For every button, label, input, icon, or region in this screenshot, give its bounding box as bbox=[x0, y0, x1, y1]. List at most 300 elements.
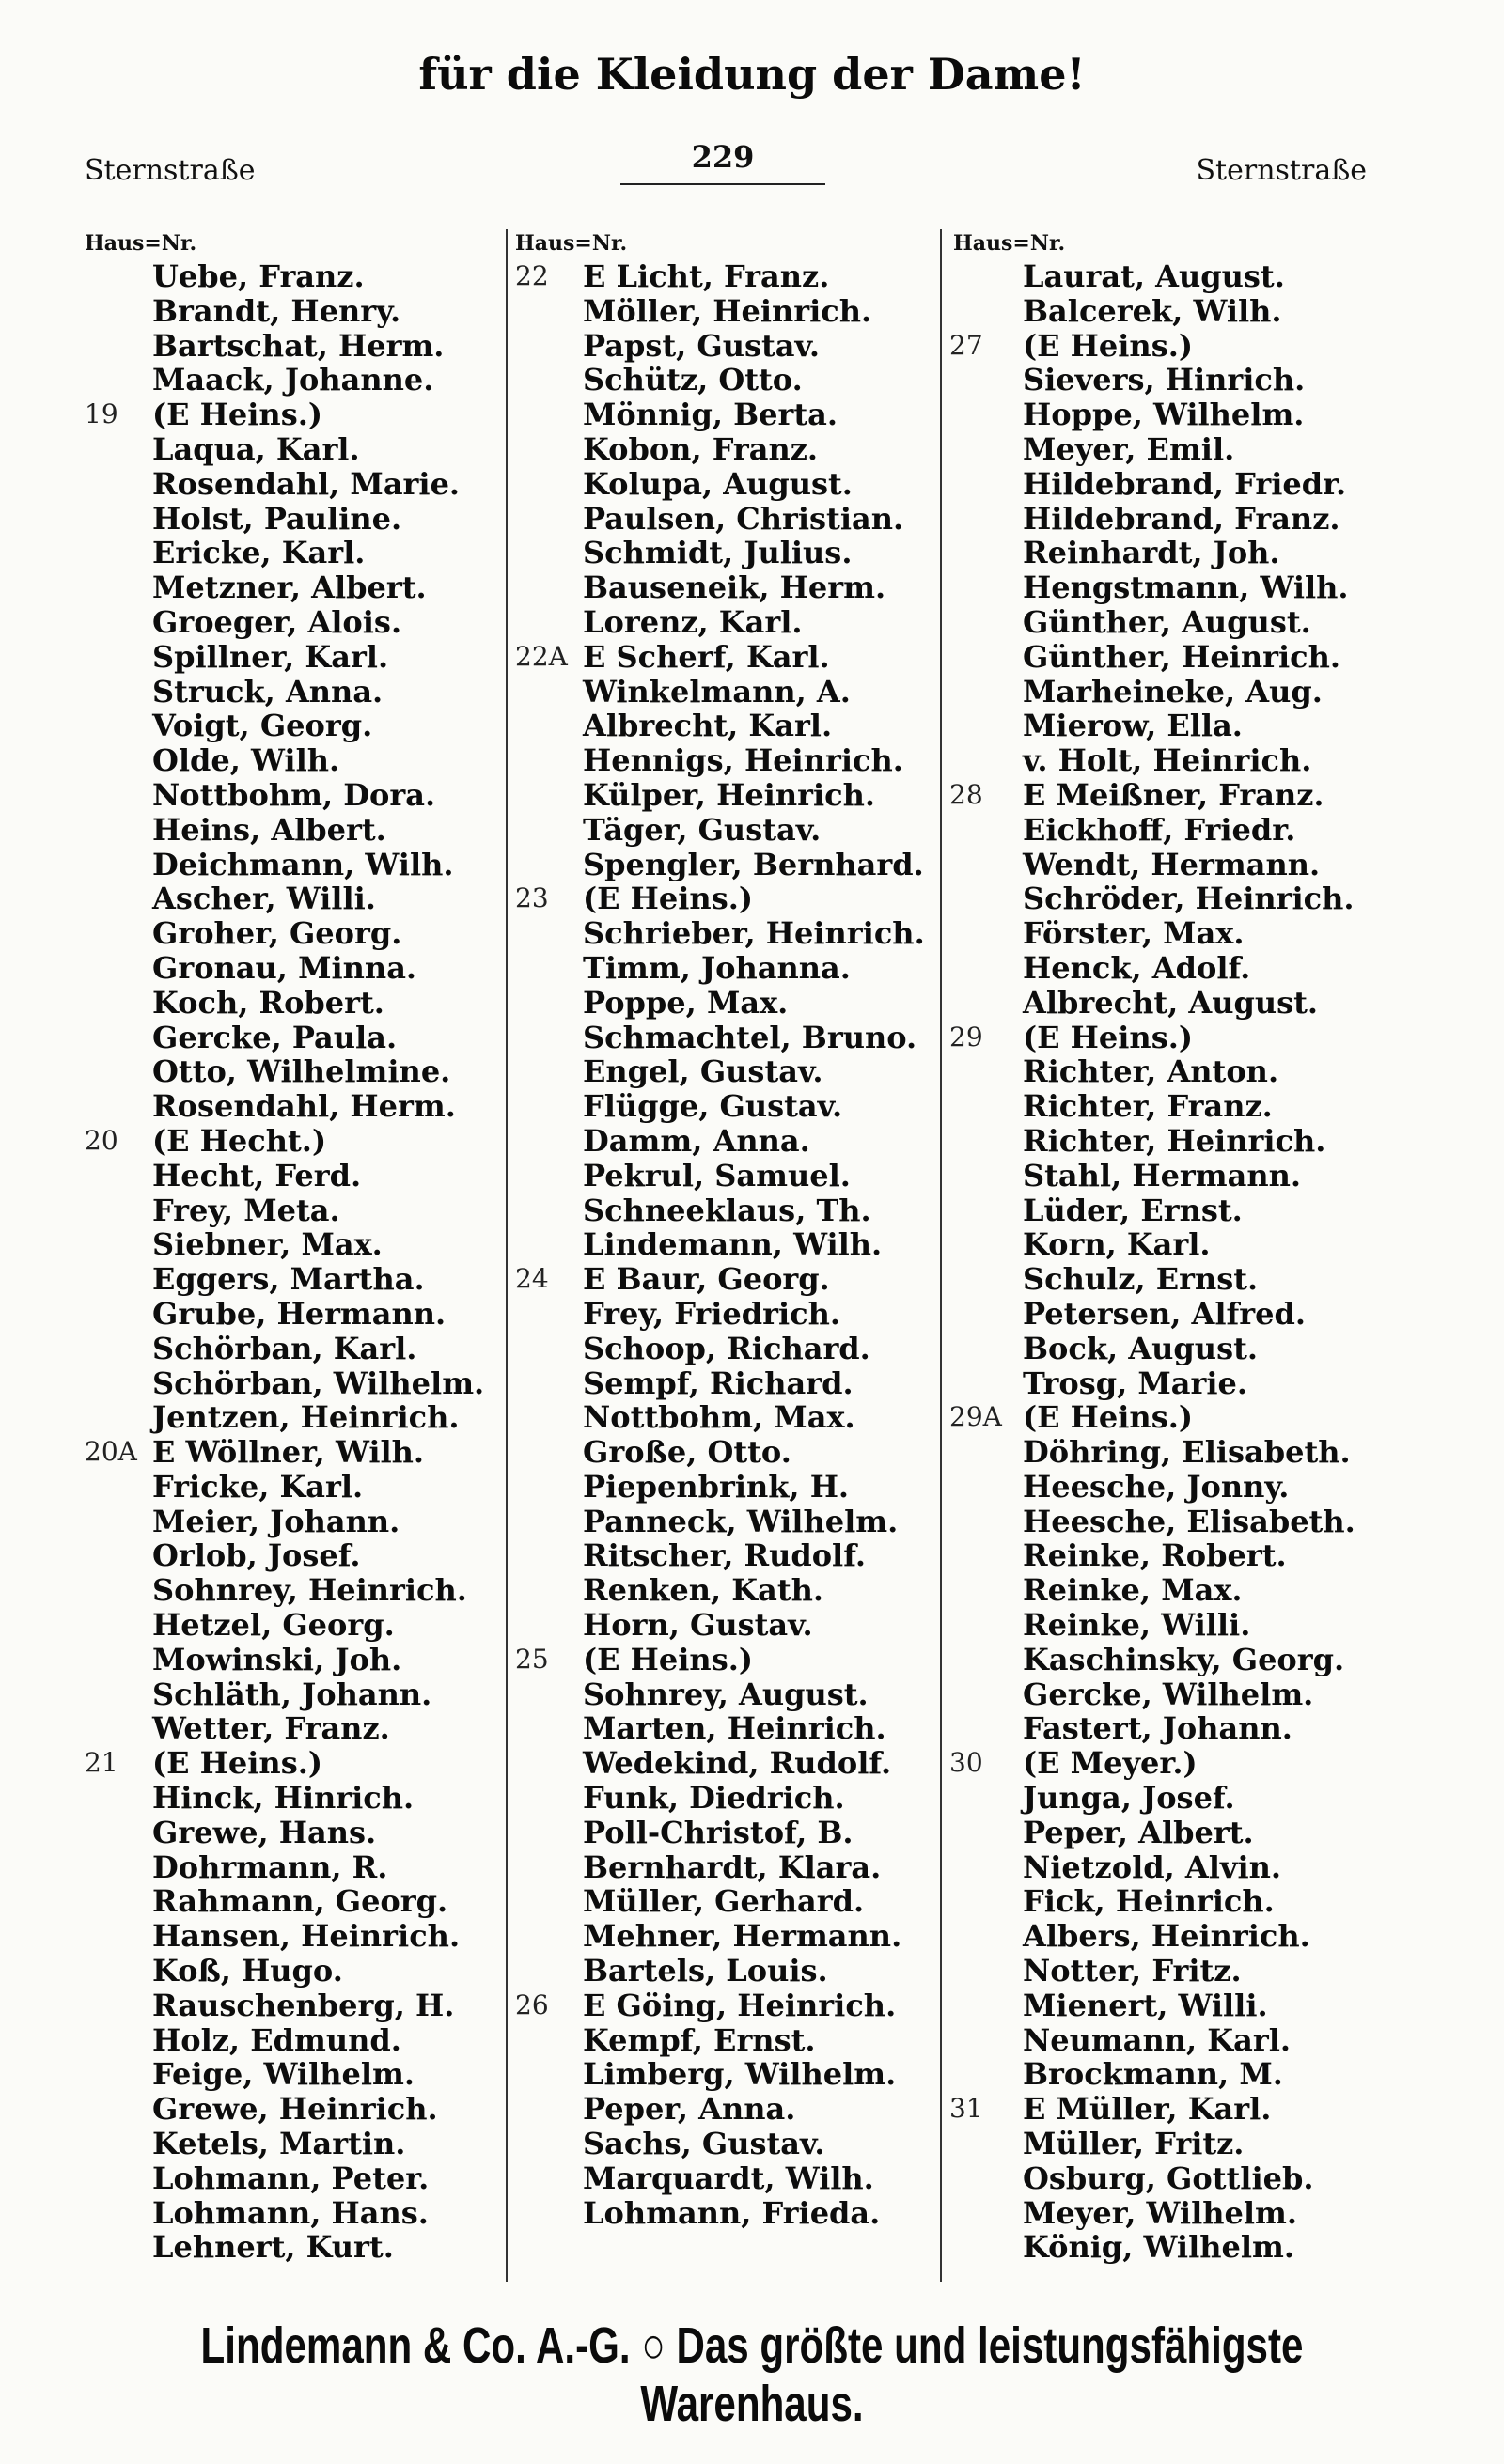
resident-name: Große, Otto. bbox=[583, 1434, 791, 1471]
house-number bbox=[515, 536, 583, 570]
house-number bbox=[949, 1193, 1023, 1228]
directory-entry bbox=[515, 1643, 940, 1677]
resident-name: Peper, Anna. bbox=[583, 2091, 796, 2128]
house-number bbox=[515, 1919, 583, 1954]
directory-entry bbox=[949, 1505, 1401, 1539]
directory-entry bbox=[515, 1781, 940, 1816]
house-number bbox=[949, 1227, 1023, 1262]
house-number: 20A bbox=[85, 1436, 137, 1468]
directory-entry bbox=[515, 398, 940, 432]
resident-name: Albers, Heinrich. bbox=[1023, 1918, 1310, 1955]
directory-entry bbox=[949, 916, 1401, 951]
directory-entry bbox=[515, 536, 940, 570]
directory-entry bbox=[515, 986, 940, 1021]
resident-name: E Wöllner, Wilh. bbox=[152, 1434, 425, 1471]
house-number bbox=[949, 1332, 1023, 1366]
resident-name: (E Heins.) bbox=[1023, 327, 1193, 364]
resident-name: Lohmann, Frieda. bbox=[583, 2194, 881, 2231]
house-number bbox=[85, 1297, 152, 1332]
house-number bbox=[949, 1262, 1023, 1297]
resident-name: Reinke, Willi. bbox=[1023, 1607, 1251, 1644]
resident-name: Meier, Johann. bbox=[152, 1503, 400, 1539]
directory-entry bbox=[515, 848, 940, 882]
house-number bbox=[85, 1919, 152, 1954]
house-number bbox=[949, 398, 1023, 432]
house-number bbox=[85, 1366, 152, 1401]
directory-entry bbox=[85, 1297, 498, 1332]
directory-entry bbox=[85, 743, 498, 778]
house-number bbox=[515, 1470, 583, 1505]
resident-name: Orlob, Josef. bbox=[152, 1537, 361, 1574]
resident-name: Maack, Johanne. bbox=[152, 362, 434, 398]
resident-name: Sievers, Hinrich. bbox=[1023, 362, 1306, 398]
resident-name: Reinke, Max. bbox=[1023, 1572, 1243, 1609]
directory-entry bbox=[85, 432, 498, 467]
directory-entry bbox=[949, 1573, 1401, 1608]
directory-entry bbox=[949, 294, 1401, 329]
resident-name: Otto, Wilhelmine. bbox=[152, 1053, 451, 1090]
house-number bbox=[515, 1884, 583, 1919]
house-number bbox=[85, 1954, 152, 1988]
directory-entry bbox=[949, 1159, 1401, 1193]
directory-entry bbox=[85, 1435, 498, 1470]
house-number bbox=[515, 848, 583, 882]
house-number bbox=[85, 605, 152, 640]
directory-entry bbox=[515, 502, 940, 537]
directory-entry bbox=[949, 743, 1401, 778]
resident-name: Funk, Diedrich. bbox=[583, 1780, 845, 1817]
directory-entry bbox=[515, 1919, 940, 1954]
resident-name: Trosg, Marie. bbox=[1023, 1365, 1248, 1401]
directory-entry bbox=[949, 1021, 1401, 1055]
house-number bbox=[949, 1505, 1023, 1539]
directory-entry bbox=[949, 1089, 1401, 1124]
resident-name: E Licht, Franz. bbox=[583, 258, 830, 294]
directory-entry bbox=[85, 675, 498, 710]
house-number bbox=[85, 916, 152, 951]
resident-name: Richter, Anton. bbox=[1023, 1053, 1279, 1090]
house-number bbox=[85, 2196, 152, 2231]
resident-name: Albrecht, August. bbox=[1023, 984, 1319, 1021]
directory-entry bbox=[85, 2092, 498, 2127]
directory-entry bbox=[949, 432, 1401, 467]
directory-entry bbox=[85, 1227, 498, 1262]
directory-entry bbox=[515, 1505, 940, 1539]
resident-name: Eggers, Martha. bbox=[152, 1261, 425, 1298]
column-header: Haus=Nr. bbox=[515, 231, 628, 256]
house-number bbox=[515, 1538, 583, 1573]
resident-name: Ketels, Martin. bbox=[152, 2126, 406, 2162]
house-number bbox=[515, 1435, 583, 1470]
resident-name: Nottbohm, Max. bbox=[583, 1399, 855, 1436]
house-number bbox=[949, 1643, 1023, 1677]
resident-name: Koch, Robert. bbox=[152, 984, 384, 1021]
house-number bbox=[949, 1159, 1023, 1193]
directory-entry bbox=[949, 1470, 1401, 1505]
resident-name: (E Heins.) bbox=[583, 1641, 753, 1677]
house-number bbox=[85, 2023, 152, 2058]
resident-name: Nottbohm, Dora. bbox=[152, 776, 436, 813]
directory-entry bbox=[85, 709, 498, 743]
directory-entry bbox=[949, 1332, 1401, 1366]
resident-name: Hildebrand, Friedr. bbox=[1023, 465, 1347, 502]
house-number bbox=[515, 1505, 583, 1539]
directory-entry bbox=[515, 1816, 940, 1850]
house-number bbox=[515, 432, 583, 467]
house-number bbox=[515, 467, 583, 502]
directory-entry bbox=[85, 1021, 498, 1055]
house-number bbox=[85, 1608, 152, 1643]
house-number bbox=[949, 1919, 1023, 1954]
house-number bbox=[515, 2161, 583, 2196]
house-number bbox=[515, 743, 583, 778]
house-number bbox=[949, 2127, 1023, 2161]
directory-entry bbox=[85, 605, 498, 640]
house-number bbox=[515, 1193, 583, 1228]
house-number bbox=[949, 1816, 1023, 1850]
house-number bbox=[85, 1538, 152, 1573]
directory-entry bbox=[85, 1608, 498, 1643]
directory-entry bbox=[949, 1538, 1401, 1573]
resident-name: Siebner, Max. bbox=[152, 1226, 383, 1263]
directory-entry bbox=[515, 1435, 940, 1470]
resident-name: E Baur, Georg. bbox=[583, 1261, 830, 1298]
resident-name: Möller, Heinrich. bbox=[583, 292, 872, 329]
house-number bbox=[949, 294, 1023, 329]
resident-name: Sachs, Gustav. bbox=[583, 2126, 825, 2162]
house-number bbox=[85, 294, 152, 329]
directory-entry bbox=[85, 778, 498, 813]
directory-entry bbox=[949, 1677, 1401, 1712]
house-number bbox=[515, 1781, 583, 1816]
resident-name: Meyer, Emil. bbox=[1023, 430, 1235, 467]
directory-entry bbox=[85, 1366, 498, 1401]
house-number bbox=[949, 1781, 1023, 1816]
directory-entry bbox=[949, 1262, 1401, 1297]
house-number bbox=[515, 294, 583, 329]
directory-entry bbox=[85, 2057, 498, 2092]
house-number bbox=[85, 2092, 152, 2127]
house-number: 23 bbox=[515, 882, 549, 914]
house-number bbox=[515, 398, 583, 432]
house-number bbox=[85, 1021, 152, 1055]
house-number bbox=[949, 259, 1023, 294]
directory-entry bbox=[515, 1297, 940, 1332]
house-number bbox=[949, 570, 1023, 605]
directory-entry bbox=[515, 2023, 940, 2058]
directory-entry bbox=[85, 640, 498, 675]
house-number bbox=[515, 363, 583, 398]
resident-name: (E Meyer.) bbox=[1023, 1745, 1198, 1782]
directory-entry bbox=[85, 951, 498, 986]
house-number bbox=[85, 675, 152, 710]
directory-entry bbox=[949, 1608, 1401, 1643]
directory-entry bbox=[515, 1262, 940, 1297]
resident-name: Brandt, Henry. bbox=[152, 292, 401, 329]
directory-entry bbox=[515, 1746, 940, 1781]
house-number bbox=[949, 2023, 1023, 2058]
directory-entry bbox=[949, 1643, 1401, 1677]
resident-name: Osburg, Gottlieb. bbox=[1023, 2160, 1314, 2196]
page-number: 229 bbox=[691, 139, 755, 175]
resident-name: Hengstmann, Wilh. bbox=[1023, 569, 1349, 606]
house-number bbox=[949, 1470, 1023, 1505]
directory-entry bbox=[949, 1054, 1401, 1089]
directory-entry bbox=[949, 605, 1401, 640]
directory-entry bbox=[85, 1746, 498, 1781]
house-number: 22A bbox=[515, 640, 568, 672]
resident-name: Gronau, Minna. bbox=[152, 949, 417, 986]
resident-name: Grewe, Heinrich. bbox=[152, 2091, 438, 2128]
resident-name: Korn, Karl. bbox=[1023, 1226, 1211, 1263]
directory-entry bbox=[85, 1919, 498, 1954]
resident-name: Grewe, Hans. bbox=[152, 1814, 377, 1850]
house-number: 20 bbox=[85, 1124, 118, 1156]
resident-name: Kaschinsky, Georg. bbox=[1023, 1641, 1345, 1677]
house-number bbox=[515, 813, 583, 848]
house-number: 30 bbox=[949, 1747, 983, 1779]
directory-entry bbox=[85, 502, 498, 537]
resident-name: Neumann, Karl. bbox=[1023, 2021, 1291, 2058]
resident-name: Renken, Kath. bbox=[583, 1572, 824, 1609]
directory-entry bbox=[515, 1573, 940, 1608]
house-number bbox=[85, 1711, 152, 1746]
resident-name: Hinck, Hinrich. bbox=[152, 1780, 415, 1817]
resident-name: Hoppe, Wilhelm. bbox=[1023, 397, 1305, 433]
house-number bbox=[949, 536, 1023, 570]
directory-entry bbox=[85, 1332, 498, 1366]
resident-name: Olde, Wilh. bbox=[152, 742, 340, 779]
resident-name: Sohnrey, Heinrich. bbox=[152, 1572, 467, 1609]
directory-entry bbox=[85, 1505, 498, 1539]
directory-entry bbox=[949, 951, 1401, 986]
house-number bbox=[949, 1850, 1023, 1885]
directory-entry bbox=[949, 2057, 1401, 2092]
directory-entry bbox=[85, 536, 498, 570]
directory-entry bbox=[85, 1193, 498, 1228]
directory-entry bbox=[85, 1573, 498, 1608]
house-number bbox=[85, 986, 152, 1021]
directory-column-2 bbox=[515, 227, 940, 2230]
house-number bbox=[515, 1366, 583, 1401]
resident-name: Petersen, Alfred. bbox=[1023, 1295, 1306, 1332]
house-number bbox=[949, 502, 1023, 537]
directory-entry bbox=[85, 1711, 498, 1746]
directory-entry bbox=[515, 259, 940, 294]
directory-entry bbox=[515, 778, 940, 813]
house-number bbox=[85, 467, 152, 502]
resident-name: Hecht, Ferd. bbox=[152, 1157, 362, 1193]
resident-name: Frey, Meta. bbox=[152, 1192, 340, 1228]
directory-entry bbox=[515, 951, 940, 986]
resident-name: Frey, Friedrich. bbox=[583, 1295, 840, 1332]
house-number bbox=[515, 951, 583, 986]
house-number: 25 bbox=[515, 1643, 549, 1675]
house-number bbox=[515, 2196, 583, 2231]
directory-column-1 bbox=[85, 227, 498, 2265]
directory-entry bbox=[515, 1711, 940, 1746]
house-number bbox=[949, 709, 1023, 743]
resident-name: E Müller, Karl. bbox=[1023, 2091, 1272, 2128]
directory-entry bbox=[85, 2230, 498, 2265]
resident-name: Pekrul, Samuel. bbox=[583, 1157, 851, 1193]
directory-entry bbox=[515, 2161, 940, 2196]
house-number bbox=[85, 432, 152, 467]
directory-entry bbox=[949, 1435, 1401, 1470]
directory-entry bbox=[515, 881, 940, 916]
resident-name: E Göing, Heinrich. bbox=[583, 1987, 897, 2023]
directory-entry bbox=[515, 1470, 940, 1505]
house-number: 19 bbox=[85, 398, 118, 430]
directory-entry bbox=[949, 709, 1401, 743]
resident-name: (E Heins.) bbox=[152, 397, 322, 433]
directory-entry bbox=[85, 1643, 498, 1677]
resident-name: Schläth, Johann. bbox=[152, 1676, 432, 1712]
resident-name: Bock, August. bbox=[1023, 1330, 1258, 1366]
resident-name: Förster, Max. bbox=[1023, 915, 1245, 952]
directory-entry bbox=[515, 605, 940, 640]
resident-name: Müller, Fritz. bbox=[1023, 2126, 1245, 2162]
house-number bbox=[949, 1884, 1023, 1919]
directory-entry bbox=[85, 986, 498, 1021]
resident-name: Piepenbrink, H. bbox=[583, 1468, 850, 1505]
resident-name: Bartschat, Herm. bbox=[152, 327, 445, 364]
house-number bbox=[949, 2230, 1023, 2265]
resident-name: Schmachtel, Bruno. bbox=[583, 1019, 917, 1055]
resident-name: Uebe, Franz. bbox=[152, 258, 365, 294]
resident-name: Rauschenberg, H. bbox=[152, 1987, 455, 2023]
house-number bbox=[515, 1746, 583, 1781]
street-name-left: Sternstraße bbox=[85, 154, 256, 187]
resident-name: Marheineke, Aug. bbox=[1023, 673, 1323, 710]
directory-entry bbox=[85, 1124, 498, 1159]
house-number bbox=[85, 1988, 152, 2023]
directory-entry bbox=[949, 363, 1401, 398]
resident-name: Külper, Heinrich. bbox=[583, 776, 875, 813]
directory-entry bbox=[515, 1400, 940, 1435]
house-number: 28 bbox=[949, 778, 983, 810]
directory-entry bbox=[85, 363, 498, 398]
directory-entry bbox=[949, 2127, 1401, 2161]
resident-name: Lohmann, Peter. bbox=[152, 2160, 430, 2196]
resident-name: Marten, Heinrich. bbox=[583, 1710, 886, 1747]
resident-name: (E Heins.) bbox=[1023, 1399, 1193, 1436]
resident-name: Winkelmann, A. bbox=[583, 673, 851, 710]
resident-name: Lohmann, Hans. bbox=[152, 2194, 429, 2231]
house-number bbox=[515, 1021, 583, 1055]
directory-entry bbox=[85, 1816, 498, 1850]
directory-entry bbox=[85, 1089, 498, 1124]
resident-name: E Meißner, Franz. bbox=[1023, 776, 1324, 813]
resident-name: Horn, Gustav. bbox=[583, 1607, 813, 1644]
house-number bbox=[949, 1573, 1023, 1608]
house-number bbox=[949, 1608, 1023, 1643]
house-number bbox=[85, 1677, 152, 1712]
resident-name: Heins, Albert. bbox=[152, 811, 386, 848]
resident-name: König, Wilhelm. bbox=[1023, 2229, 1294, 2266]
house-number bbox=[949, 848, 1023, 882]
house-number bbox=[949, 951, 1023, 986]
directory-entry bbox=[85, 848, 498, 882]
directory-entry bbox=[85, 1538, 498, 1573]
column-divider bbox=[506, 229, 508, 2282]
resident-name: (E Heins.) bbox=[583, 881, 753, 917]
resident-name: Peper, Albert. bbox=[1023, 1814, 1254, 1850]
directory-entry bbox=[949, 778, 1401, 813]
resident-name: Grube, Hermann. bbox=[152, 1295, 446, 1332]
resident-name: Brockmann, M. bbox=[1023, 2056, 1283, 2093]
house-number bbox=[85, 1400, 152, 1435]
resident-name: Schörban, Wilhelm. bbox=[152, 1365, 485, 1401]
house-number bbox=[949, 467, 1023, 502]
house-number bbox=[515, 1816, 583, 1850]
resident-name: Heesche, Elisabeth. bbox=[1023, 1503, 1355, 1539]
directory-entry bbox=[85, 570, 498, 605]
directory-entry bbox=[515, 1054, 940, 1089]
resident-name: Struck, Anna. bbox=[152, 673, 384, 710]
house-number bbox=[85, 502, 152, 537]
house-number bbox=[949, 675, 1023, 710]
directory-entry bbox=[515, 813, 940, 848]
house-number bbox=[515, 675, 583, 710]
directory-entry bbox=[949, 1850, 1401, 1885]
resident-name: Schröder, Heinrich. bbox=[1023, 881, 1355, 917]
directory-entry bbox=[515, 709, 940, 743]
directory-entry bbox=[949, 2196, 1401, 2231]
house-number bbox=[85, 1850, 152, 1885]
directory-entry bbox=[949, 2161, 1401, 2196]
house-number bbox=[85, 1262, 152, 1297]
directory-entry bbox=[949, 2023, 1401, 2058]
resident-name: Gercke, Paula. bbox=[152, 1019, 398, 1055]
directory-entry bbox=[949, 1781, 1401, 1816]
resident-name: Richter, Franz. bbox=[1023, 1088, 1273, 1125]
directory-entry bbox=[515, 743, 940, 778]
directory-entry bbox=[949, 1816, 1401, 1850]
house-number bbox=[85, 1227, 152, 1262]
resident-name: Voigt, Georg. bbox=[152, 708, 373, 744]
resident-name: v. Holt, Heinrich. bbox=[1023, 742, 1312, 779]
resident-name: (E Heins.) bbox=[1023, 1019, 1193, 1055]
column-rows bbox=[515, 259, 940, 2230]
resident-name: Limberg, Wilhelm. bbox=[583, 2056, 897, 2093]
resident-name: Stahl, Hermann. bbox=[1023, 1157, 1302, 1193]
resident-name: Täger, Gustav. bbox=[583, 811, 822, 848]
directory-entry bbox=[85, 1781, 498, 1816]
house-number bbox=[515, 1677, 583, 1712]
directory-entry bbox=[515, 1954, 940, 1988]
house-number bbox=[949, 881, 1023, 916]
house-number bbox=[85, 536, 152, 570]
resident-name: (E Heins.) bbox=[152, 1745, 322, 1782]
house-number bbox=[515, 1850, 583, 1885]
house-number bbox=[515, 1954, 583, 1988]
resident-name: Schoop, Richard. bbox=[583, 1330, 870, 1366]
page-number-rule bbox=[620, 183, 825, 185]
resident-name: Timm, Johanna. bbox=[583, 949, 851, 986]
house-number bbox=[85, 640, 152, 675]
house-number bbox=[85, 709, 152, 743]
directory-entry bbox=[85, 2127, 498, 2161]
house-number bbox=[515, 1124, 583, 1159]
resident-name: Wedekind, Rudolf. bbox=[583, 1745, 892, 1782]
house-number: 24 bbox=[515, 1263, 549, 1295]
house-number bbox=[949, 2161, 1023, 2196]
directory-entry bbox=[949, 1297, 1401, 1332]
resident-name: Koß, Hugo. bbox=[152, 1953, 343, 1989]
house-number: 21 bbox=[85, 1747, 118, 1779]
resident-name: Paulsen, Christian. bbox=[583, 500, 904, 537]
